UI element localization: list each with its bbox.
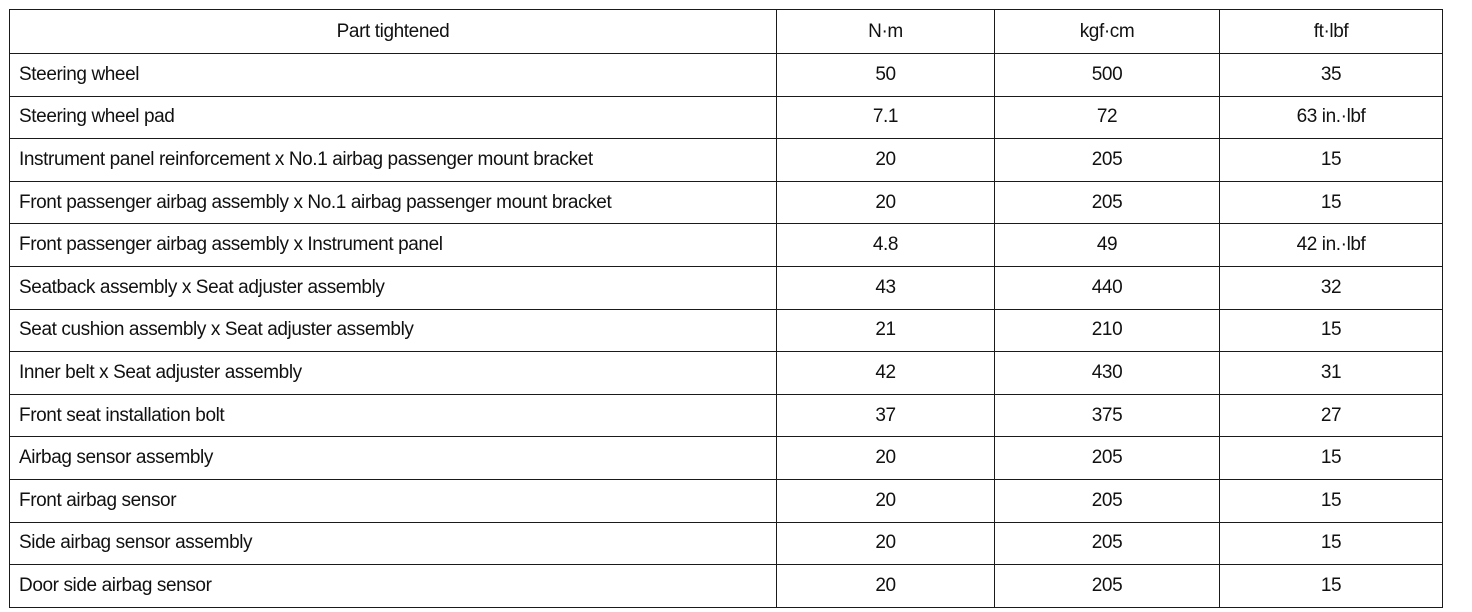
torque-nm-cell: 20 xyxy=(777,181,995,224)
table-row xyxy=(10,181,1443,224)
torque-ft-lbf-cell: 15 xyxy=(1220,181,1443,224)
torque-kgf-cm-cell: 205 xyxy=(995,181,1220,224)
torque-kgf-cm-cell: 205 xyxy=(995,522,1220,565)
torque-ft-lbf-cell: 31 xyxy=(1220,352,1443,395)
part-tightened-cell: Front airbag sensor xyxy=(10,479,777,522)
part-tightened-cell: Steering wheel pad xyxy=(10,96,777,139)
torque-nm-cell: 20 xyxy=(777,565,995,608)
table-row xyxy=(10,437,1443,480)
table-row xyxy=(10,266,1443,309)
torque-kgf-cm-cell: 210 xyxy=(995,309,1220,352)
table-header-row xyxy=(10,10,1443,54)
header-newton-meter: N·m xyxy=(777,10,995,54)
torque-kgf-cm-cell: 205 xyxy=(995,139,1220,182)
torque-nm-cell: 7.1 xyxy=(777,96,995,139)
torque-spec-sheet xyxy=(9,9,1442,608)
table-row xyxy=(10,565,1443,608)
torque-kgf-cm-cell: 430 xyxy=(995,352,1220,395)
torque-ft-lbf-cell: 15 xyxy=(1220,309,1443,352)
torque-nm-cell: 4.8 xyxy=(777,224,995,267)
torque-kgf-cm-cell: 440 xyxy=(995,266,1220,309)
table-body xyxy=(10,54,1443,608)
part-tightened-cell: Steering wheel xyxy=(10,54,777,97)
torque-ft-lbf-cell: 32 xyxy=(1220,266,1443,309)
part-tightened-cell: Front passenger airbag assembly x Instrument panel xyxy=(10,224,777,267)
torque-nm-cell: 42 xyxy=(777,352,995,395)
torque-nm-cell: 20 xyxy=(777,139,995,182)
part-tightened-cell: Front passenger airbag assembly x No.1 airbag passenger mount bracket xyxy=(10,181,777,224)
torque-nm-cell: 20 xyxy=(777,437,995,480)
torque-ft-lbf-cell: 15 xyxy=(1220,437,1443,480)
torque-ft-lbf-cell: 15 xyxy=(1220,565,1443,608)
header-ft-lbf: ft·lbf xyxy=(1220,10,1443,54)
part-tightened-cell: Seatback assembly x Seat adjuster assembly xyxy=(10,266,777,309)
torque-kgf-cm-cell: 72 xyxy=(995,96,1220,139)
torque-kgf-cm-cell: 205 xyxy=(995,479,1220,522)
torque-ft-lbf-cell: 63 in.·lbf xyxy=(1220,96,1443,139)
table-row xyxy=(10,352,1443,395)
torque-nm-cell: 50 xyxy=(777,54,995,97)
part-tightened-cell: Seat cushion assembly x Seat adjuster assembly xyxy=(10,309,777,352)
table-row xyxy=(10,479,1443,522)
table-row xyxy=(10,522,1443,565)
torque-ft-lbf-cell: 27 xyxy=(1220,394,1443,437)
part-tightened-cell: Airbag sensor assembly xyxy=(10,437,777,480)
torque-kgf-cm-cell: 375 xyxy=(995,394,1220,437)
part-tightened-cell: Door side airbag sensor xyxy=(10,565,777,608)
torque-spec-table xyxy=(9,9,1443,608)
header-kgf-cm: kgf·cm xyxy=(995,10,1220,54)
torque-kgf-cm-cell: 205 xyxy=(995,437,1220,480)
torque-nm-cell: 20 xyxy=(777,522,995,565)
torque-nm-cell: 37 xyxy=(777,394,995,437)
torque-kgf-cm-cell: 500 xyxy=(995,54,1220,97)
part-tightened-cell: Front seat installation bolt xyxy=(10,394,777,437)
table-row xyxy=(10,54,1443,97)
table-row xyxy=(10,96,1443,139)
part-tightened-cell: Instrument panel reinforcement x No.1 airbag passenger mount bracket xyxy=(10,139,777,182)
torque-ft-lbf-cell: 35 xyxy=(1220,54,1443,97)
header-part-tightened: Part tightened xyxy=(10,10,777,54)
torque-ft-lbf-cell: 15 xyxy=(1220,479,1443,522)
torque-ft-lbf-cell: 15 xyxy=(1220,139,1443,182)
part-tightened-cell: Side airbag sensor assembly xyxy=(10,522,777,565)
table-row xyxy=(10,139,1443,182)
table-row xyxy=(10,224,1443,267)
torque-ft-lbf-cell: 42 in.·lbf xyxy=(1220,224,1443,267)
torque-nm-cell: 21 xyxy=(777,309,995,352)
table-row xyxy=(10,309,1443,352)
table-row xyxy=(10,394,1443,437)
torque-kgf-cm-cell: 205 xyxy=(995,565,1220,608)
torque-nm-cell: 20 xyxy=(777,479,995,522)
part-tightened-cell: Inner belt x Seat adjuster assembly xyxy=(10,352,777,395)
torque-nm-cell: 43 xyxy=(777,266,995,309)
torque-kgf-cm-cell: 49 xyxy=(995,224,1220,267)
torque-ft-lbf-cell: 15 xyxy=(1220,522,1443,565)
